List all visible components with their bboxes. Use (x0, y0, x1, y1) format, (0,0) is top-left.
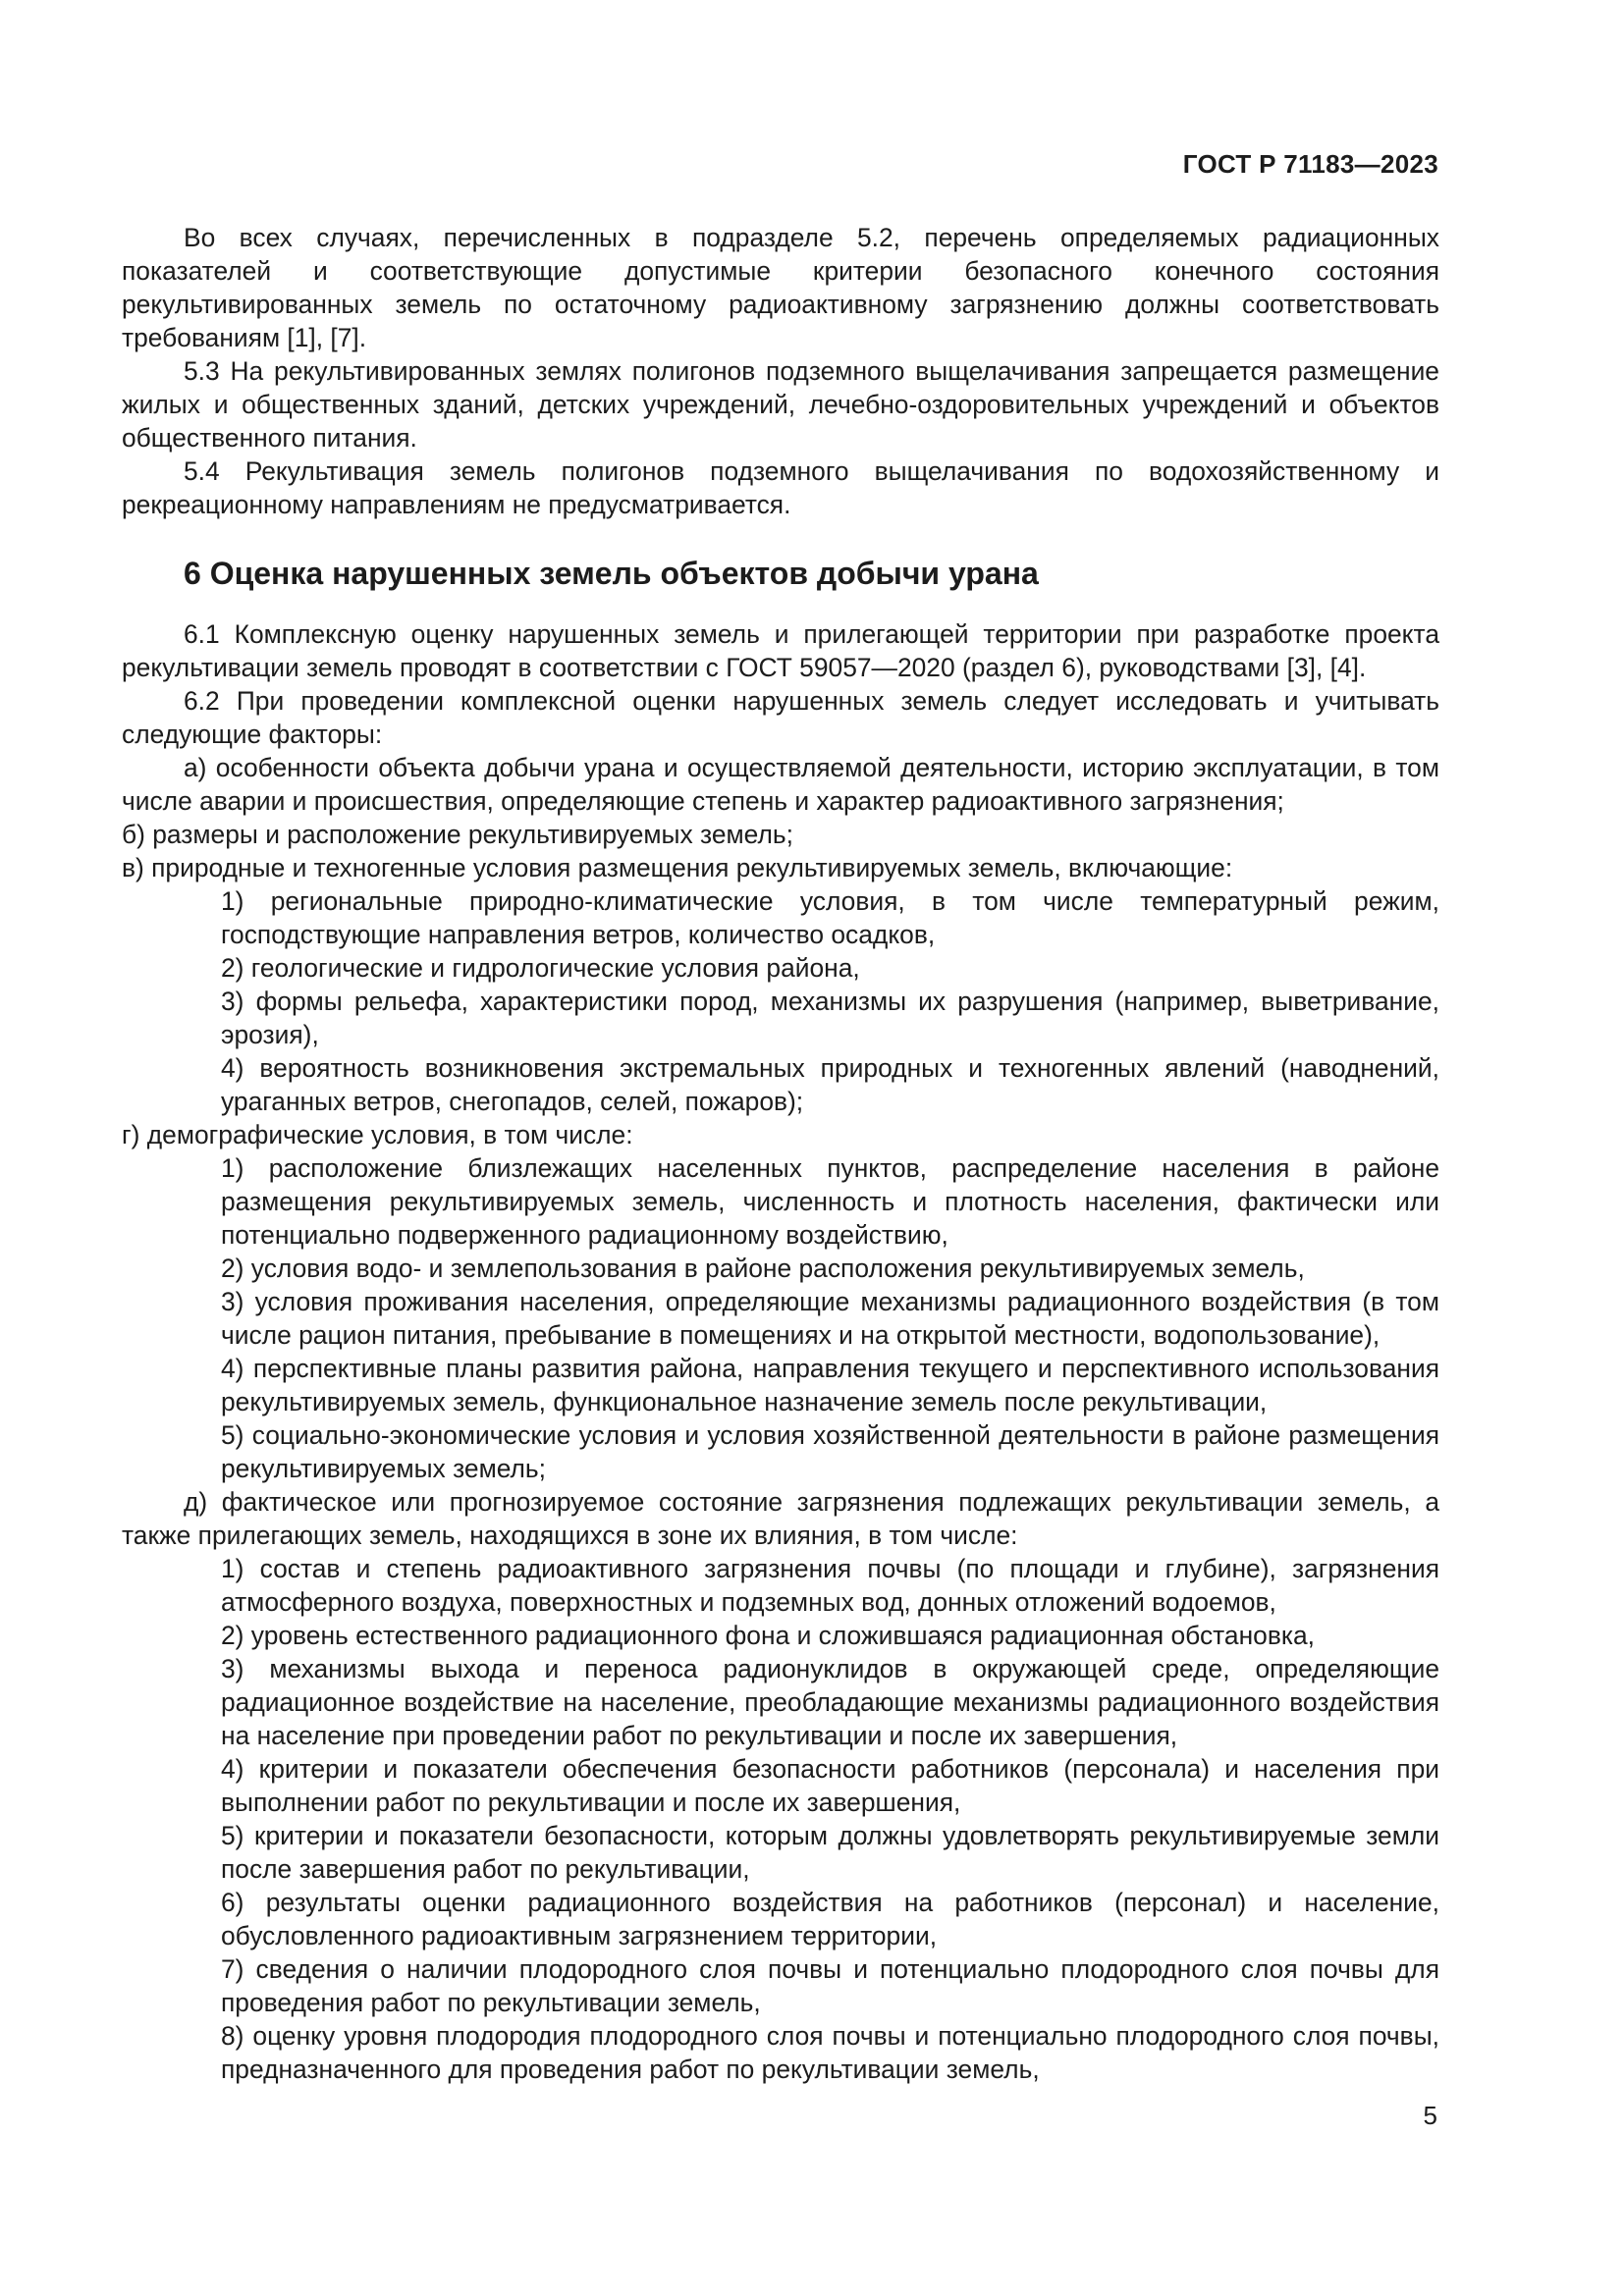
paragraph-5-3: 5.3 На рекультивированных землях полигонов подземного выщелачивания запрещается размещение жилых и общественных зданий, детских учреждений, лечебно-оздоровительных учреждений и объектов общественного питания. (122, 356, 1439, 453)
sub-list-item: 2) геологические и гидрологические условия района, (221, 953, 860, 983)
paragraph-6-2: 6.2 При проведении комплексной оценки нарушенных земель следует исследовать и учитывать следующие факторы: (122, 686, 1439, 749)
sub-list-item: 5) критерии и показатели безопасности, которым должны удовлетворять рекультивируемые земли после завершения работ по рекультивации, (221, 1821, 1439, 1884)
sub-list-item: 2) уровень естественного радиационного фона и сложившаяся радиационная обстановка, (221, 1621, 1316, 1650)
sub-list-item: 8) оценку уровня плодородия плодородного слоя почвы и потенциально плодородного слоя почвы, предназначенного для проведения работ по рекультивации земель, (221, 2021, 1439, 2084)
sub-list-item: 4) вероятность возникновения экстремальных природных и техногенных явлений (наводнений, ураганных ветров, снегопадов, селей, пожаров); (221, 1053, 1439, 1116)
paragraph-6-1: 6.1 Комплексную оценку нарушенных земель и прилегающей территории при разработке проекта рекультивации земель проводят в соответствии с ГОСТ 59057—2020 (раздел 6), руководствами [3], [4]. (122, 619, 1439, 682)
sub-list-item: 4) перспективные планы развития района, направления текущего и перспективного использования рекультивируемых земель, функциональное назначение земель после рекультивации, (221, 1354, 1439, 1416)
list-item: в) природные и техногенные условия размещения рекультивируемых земель, включающие: (122, 853, 1233, 882)
sub-list-item: 5) социально-экономические условия и условия хозяйственной деятельности в районе размещения рекультивируемых земель; (221, 1420, 1439, 1483)
page-number: 5 (1423, 2101, 1437, 2130)
list-item: г) демографические условия, в том числе: (122, 1120, 633, 1149)
sub-list-item: 1) состав и степень радиоактивного загрязнения почвы (по площади и глубине), загрязнения атмосферного воздуха, поверхностных и подземных вод, донных отложений водоемов, (221, 1554, 1439, 1617)
sub-list-item: 3) условия проживания населения, определяющие механизмы радиационного воздействия (в том числе рацион питания, пребывание в помещениях и на открытой местности, водопользование), (221, 1287, 1439, 1350)
sub-list-item: 1) расположение близлежащих населенных пунктов, распределение населения в районе размещения рекультивируемых земель, численность и плотность населения, фактически или потенциально подверженного радиационному воздействию, (221, 1153, 1439, 1250)
sub-list-item: 7) сведения о наличии плодородного слоя почвы и потенциально плодородного слоя почвы для проведения работ по рекультивации земель, (221, 1954, 1439, 2017)
document-code: ГОСТ Р 71183—2023 (1182, 149, 1438, 179)
paragraph-5-4: 5.4 Рекультивация земель полигонов подземного выщелачивания по водохозяйственному и рекреационному направлениям не предусматривается. (122, 456, 1439, 519)
sub-list-item: 6) результаты оценки радиационного воздействия на работников (персонал) и население, обусловленного радиоактивным загрязнением территории, (221, 1888, 1439, 1950)
list-item: а) особенности объекта добычи урана и осуществляемой деятельности, историю эксплуатации, в том числе аварии и происшествия, определяющие степень и характер радиоактивного загрязнения; (122, 753, 1439, 816)
sub-list-item: 4) критерии и показатели обеспечения безопасности работников (персонала) и населения при выполнении работ по рекультивации и после их завершения, (221, 1754, 1439, 1817)
sub-list-item: 3) механизмы выхода и переноса радионуклидов в окружающей среде, определяющие радиационное воздействие на население, преобладающие механизмы радиационного воздействия на население при проведении работ по рекультивации и после их завершения, (221, 1654, 1439, 1750)
list-item: д) фактическое или прогнозируемое состояние загрязнения подлежащих рекультивации земель, а также прилегающих земель, находящихся в зоне их влияния, в том числе: (122, 1487, 1439, 1550)
sub-list-item: 2) условия водо- и землепользования в районе расположения рекультивируемых земель, (221, 1254, 1305, 1283)
document-body (122, 221, 1439, 2086)
paragraph: Во всех случаях, перечисленных в подразделе 5.2, перечень определяемых радиационных показателей и соответствующие допустимые критерии безопасного конечного состояния рекультивированных земель по остаточному радиоактивному загрязнению должны соответствовать требованиям [1], [7]. (122, 223, 1439, 352)
list-item: б) размеры и расположение рекультивируемых земель; (122, 820, 793, 849)
sub-list-item: 1) региональные природно-климатические условия, в том числе температурный режим, господствующие направления ветров, количество осадков, (221, 886, 1439, 949)
sub-list-item: 3) формы рельефа, характеристики пород, механизмы их разрушения (например, выветривание, эрозия), (221, 987, 1439, 1049)
section-heading: 6 Оценка нарушенных земель объектов добычи урана (184, 556, 1039, 591)
